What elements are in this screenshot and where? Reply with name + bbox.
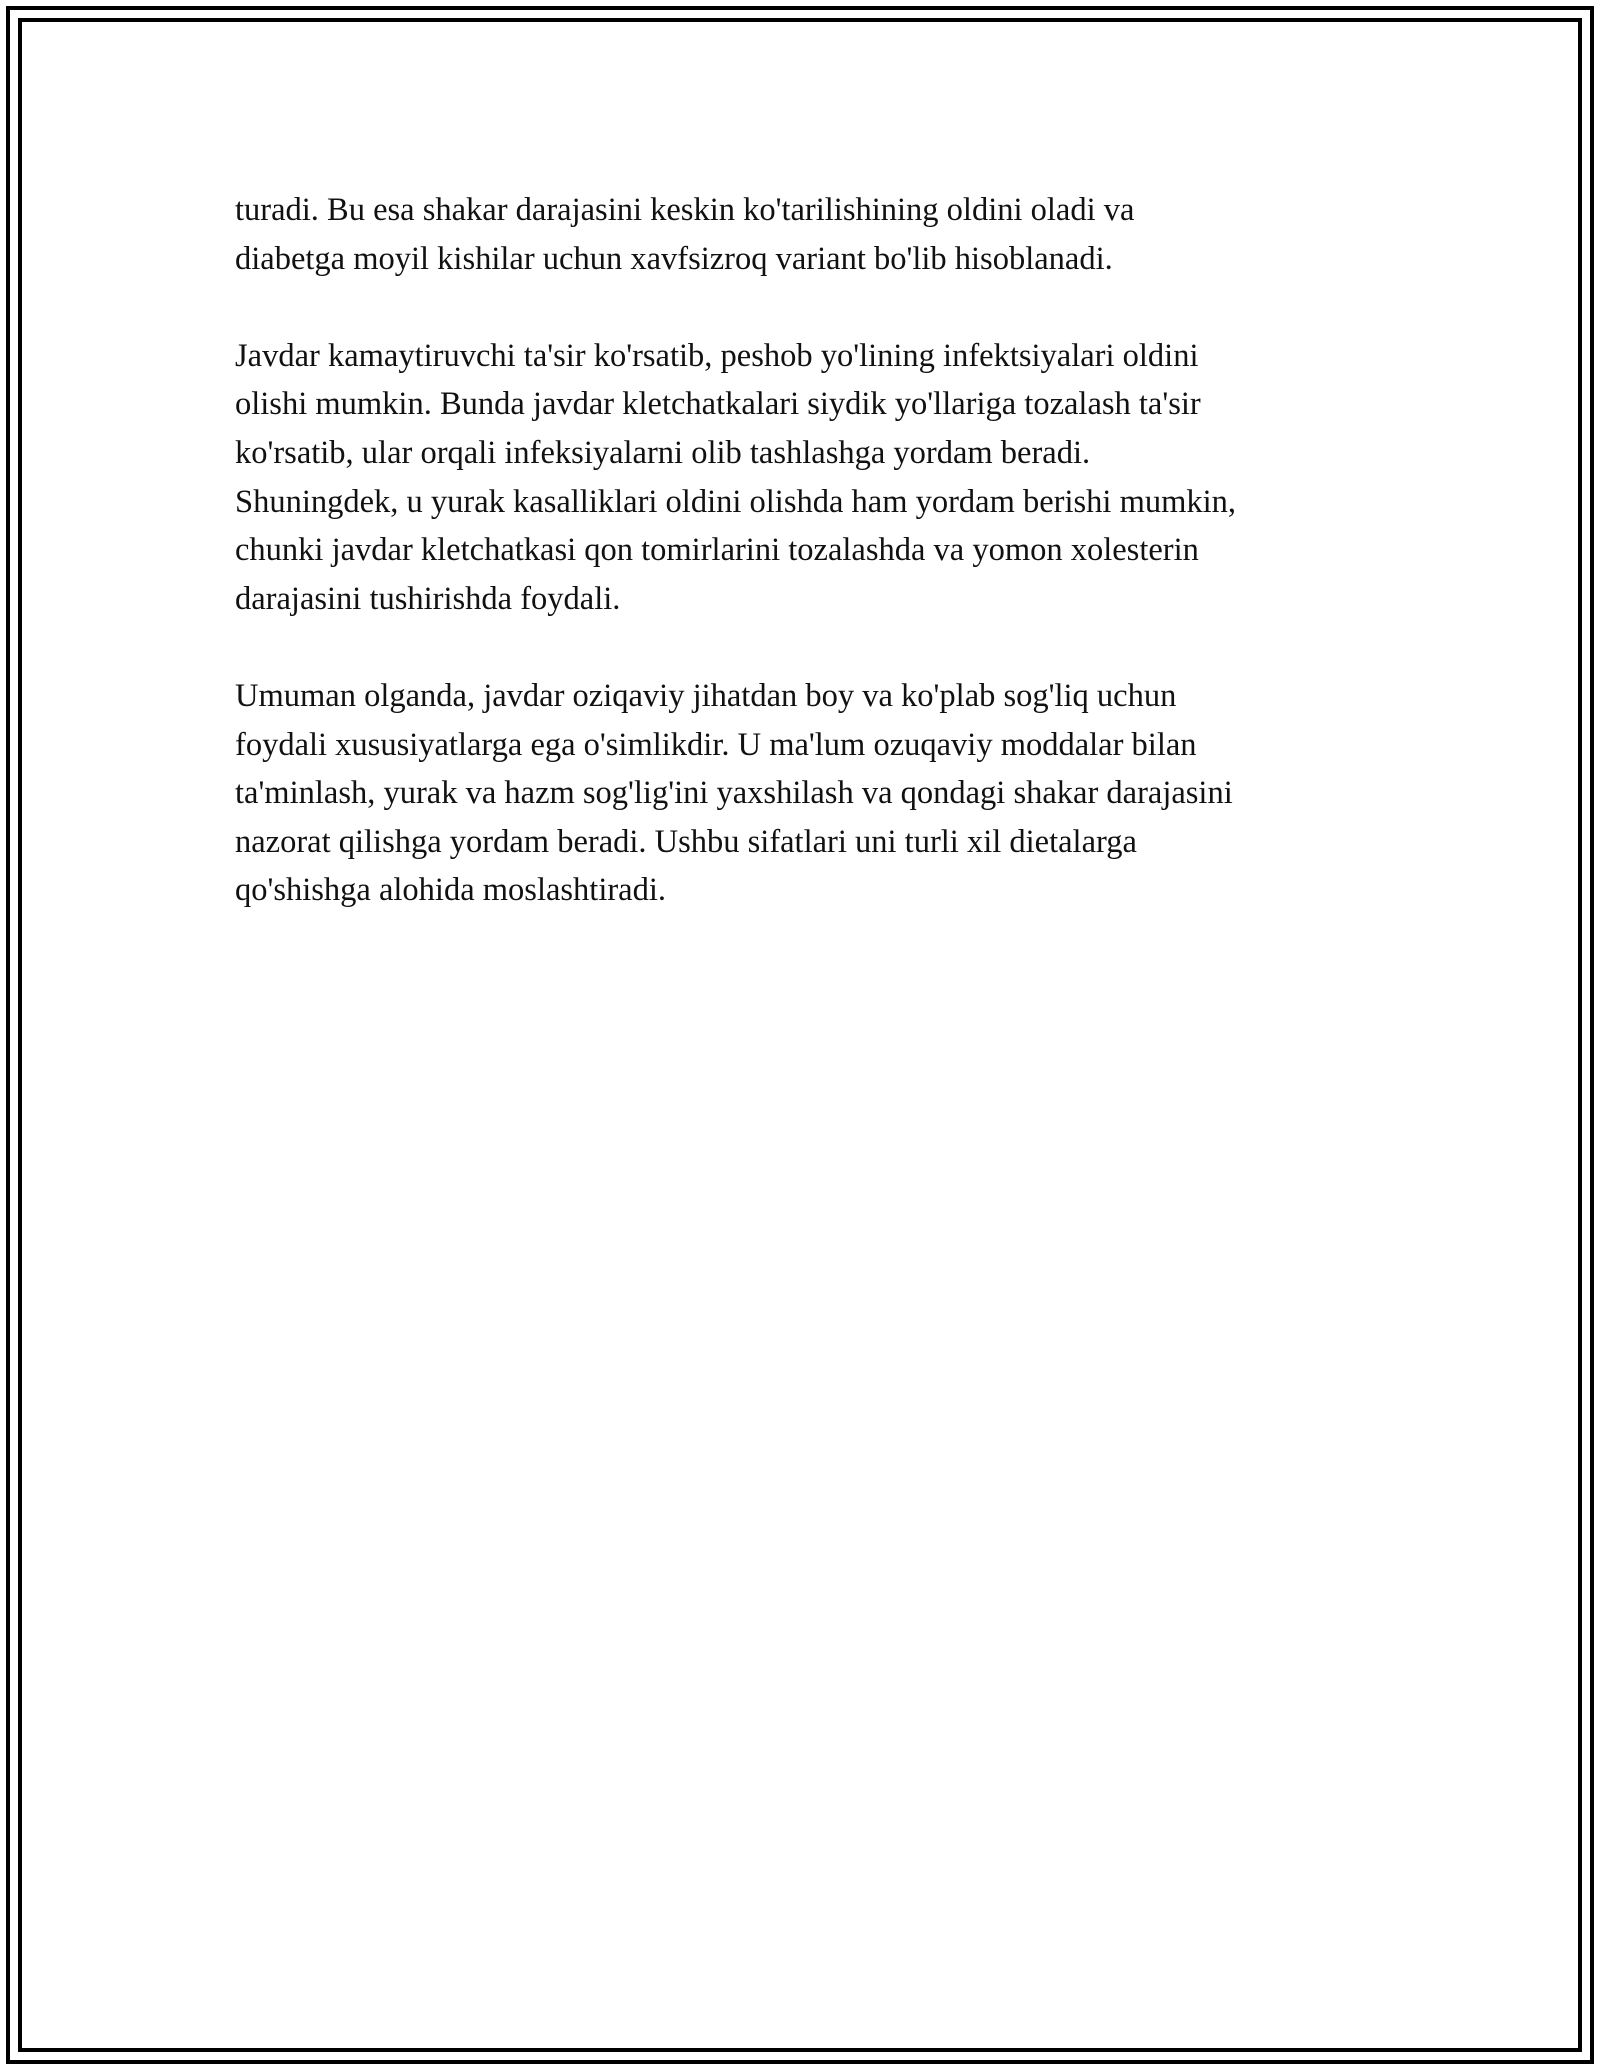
text-line: olishi mumkin. Bunda javdar kletchatkalari siydik yo'llariga tozalash ta'sir [235, 386, 1201, 423]
text-line: Javdar kamaytiruvchi ta'sir ko'rsatib, peshob yo'lining infektsiyalari oldini [235, 337, 1199, 374]
text-line: foydali xususiyatlarga ega o'simlikdir. U ma'lum ozuqaviy moddalar bilan [235, 726, 1197, 763]
text-line: ko'rsatib, ular orqali infeksiyalarni olib tashlashga yordam beradi. [235, 434, 1091, 471]
text-line: Umuman olganda, javdar oziqaviy jihatdan boy va ko'plab sog'liq uchun [235, 677, 1177, 714]
paragraph-3 [235, 672, 1385, 915]
paragraph-2 [235, 332, 1385, 624]
document-body [235, 186, 1385, 964]
text-line: Shuningdek, u yurak kasalliklari oldini olishda ham yordam berishi mumkin, [235, 483, 1237, 520]
text-line: turadi. Bu esa shakar darajasini keskin ko'tarilishining oldini oladi va [235, 192, 1135, 228]
text-line: diabetga moyil kishilar uchun xavfsizroq variant bo'lib hisoblanadi. [235, 240, 1113, 277]
paragraph-1 [235, 186, 1385, 283]
text-line: nazorat qilishga yordam beradi. Ushbu sifatlari uni turli xil dietalarga [235, 823, 1137, 860]
text-line: qo'shishga alohida moslashtiradi. [235, 872, 667, 909]
text-line: ta'minlash, yurak va hazm sog'lig'ini yaxshilash va qondagi shakar darajasini [235, 775, 1233, 812]
text-line: chunki javdar kletchatkasi qon tomirlarini tozalashda va yomon xolesterin [235, 532, 1199, 569]
text-line: darajasini tushirishda foydali. [235, 580, 621, 617]
